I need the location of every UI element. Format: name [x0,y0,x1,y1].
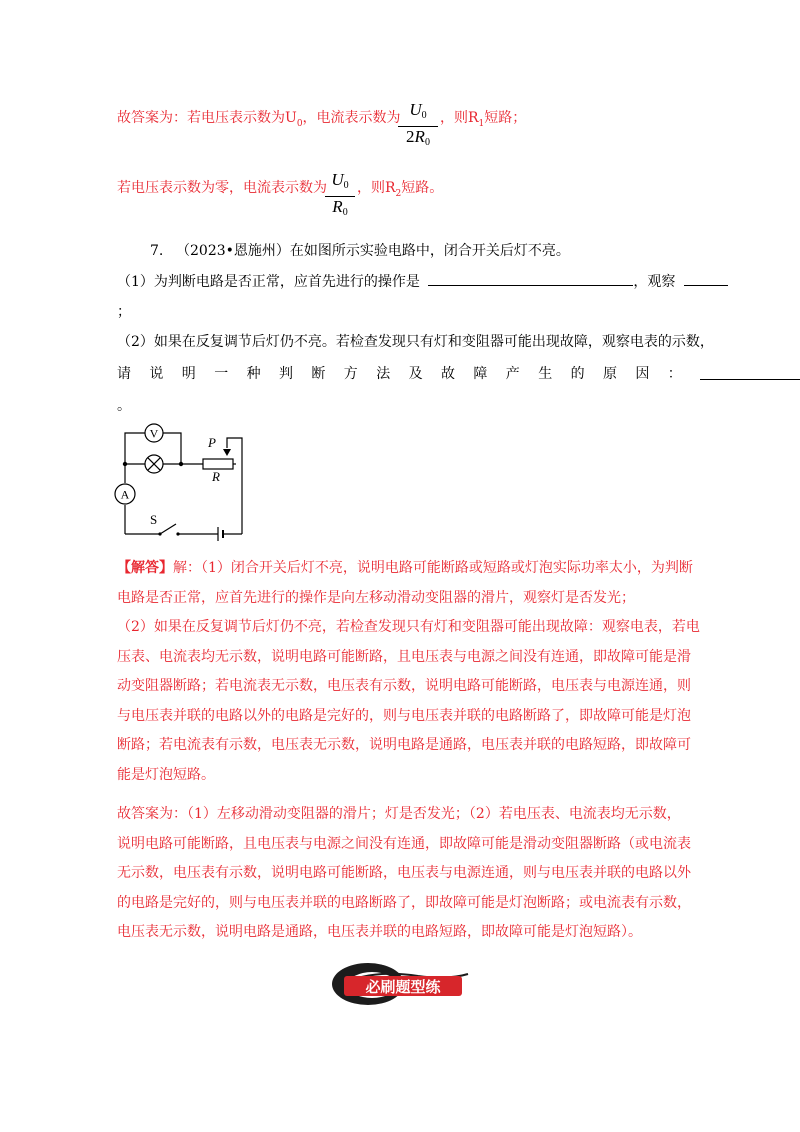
question-number: 7. [150,243,164,259]
final-answer-line: 说明电路可能断路，且电压表与电源之间没有连通，即故障可能是滑动变阻器断路（或电流表 [117,835,691,852]
solution-line-4: 压表、电流表均无示数，说明电路可能断路，且电压表与电源之间没有连通，即故障可能是滑 [117,648,691,665]
answer-text: 若电压表示数为零，电流表示数为 [117,180,327,196]
subscript: 0 [342,207,348,218]
resistor-label: R [212,469,220,484]
final-answer-line: 无示数，电压表有示数，说明电路可能断路，电压表与电源连通，则与电压表并联的电路以外 [117,865,691,881]
subscript: 0 [424,137,430,148]
fraction-1 [398,101,438,152]
frac-numerator: U [331,170,344,189]
answer-text: 短路。 [401,180,444,196]
question-part-1 [117,272,728,292]
brand-logo [328,958,474,1006]
answer-text: ，电流表示数为 [302,110,401,126]
answer-line-1-end [440,108,526,134]
switch-contact [176,532,179,535]
subscript: 0 [343,180,349,191]
answer-blank-3[interactable] [700,367,800,380]
frac-numerator: U [409,100,422,119]
answer-line-1 [117,108,401,134]
subscript: 0 [421,110,427,121]
answer-blank-2[interactable] [684,273,728,286]
resistor-body [203,459,233,469]
junction-dot [123,462,127,466]
answer-line-2-end [357,178,443,204]
slider-label: P [208,435,216,450]
answer-line-2 [117,178,327,198]
frac-coefficient: 2 [406,127,415,146]
subscript: 0 [296,118,303,129]
solution-text: 解：（1）闭合开关后灯不亮，说明电路可能断路或短路或灯泡实际功率太小，为判断 [173,560,693,576]
junction-dot [179,462,183,466]
subscript: 1 [478,118,485,129]
solution-tag: 【解答】 [117,560,173,576]
solution-block [117,554,717,790]
answer-text: 短路； [484,110,527,126]
switch-label: S [150,512,158,527]
solution-line-7: 断路；若电流表有示数，电压表无示数，说明电路是通路，电压表并联的电路短路，即故障可 [117,737,691,753]
question-part-1-end: ； [117,304,131,320]
final-answer-line: 电压表无示数，说明电路是通路，电压表并联的电路短路，即故障可能是灯泡短路）。 [117,924,642,940]
slider-arrow [223,449,231,456]
solution-line-6: 与电压表并联的电路以外的电路是完好的，则与电压表并联的电路断路了，即故障可能是灯泡 [117,707,691,724]
question-text: ，观察 [633,274,676,290]
question-text: （1）为判断电路是否正常，应首先进行的操作是 [117,274,420,290]
solution-line-2: 电路是否正常，应首先进行的操作是向左移动滑动变阻器的滑片，观察灯是否发光； [117,589,635,606]
question-source: （2023•恩施州）在如图所示实验电路中，闭合开关后灯不亮。 [176,243,570,259]
solution-line-3: （2）如果在反复调节后灯仍不亮，若检查发现只有灯和变阻器可能出现故障：观察电表，若电 [117,619,700,635]
answer-text: 故答案为：若电压表示数为U [117,110,297,126]
subscript: 2 [395,188,402,199]
voltmeter-label: V [149,426,159,441]
wire [125,433,145,464]
wire [163,433,181,464]
final-answer-line: 故答案为：（1）左移动滑动变阻器的滑片；灯是否发光；（2）若电压表、电流表均无示数， [117,806,681,822]
logo-text: 必刷题型练 [365,978,441,996]
fraction-2 [325,171,355,222]
switch-contact [158,532,161,535]
final-answer-block [117,800,717,948]
switch-lever [160,524,176,534]
wire [227,438,242,534]
solution-line-1 [117,554,717,584]
question-part-2: （2）如果在反复调节后灯仍不亮。若检查发现只有灯和变阻器可能出现故障，观察电表的示数， [117,334,714,350]
question-part-2-end: 。 [117,398,131,414]
frac-denominator: R [414,127,425,146]
final-answer-line: 的电路是完好的，则与电压表并联的电路断路了，即故障可能是灯泡断路；或电流表有示数， [117,894,691,911]
question-part-2-line-2: 请说明一种判断方法及故障产生的原因： [117,366,701,382]
circuit-diagram [108,418,263,542]
answer-text: ，则R [440,110,479,126]
frac-denominator: R [332,197,343,216]
answer-blank-1[interactable] [428,273,633,286]
solution-line-5: 动变阻器断路；若电流表无示数，电压表有示数，说明电路可能断路，电压表与电源连通，则 [117,678,691,694]
ammeter-label: A [120,487,130,502]
solution-line-8: 能是灯泡短路。 [117,766,215,783]
answer-text: ，则R [357,180,396,196]
